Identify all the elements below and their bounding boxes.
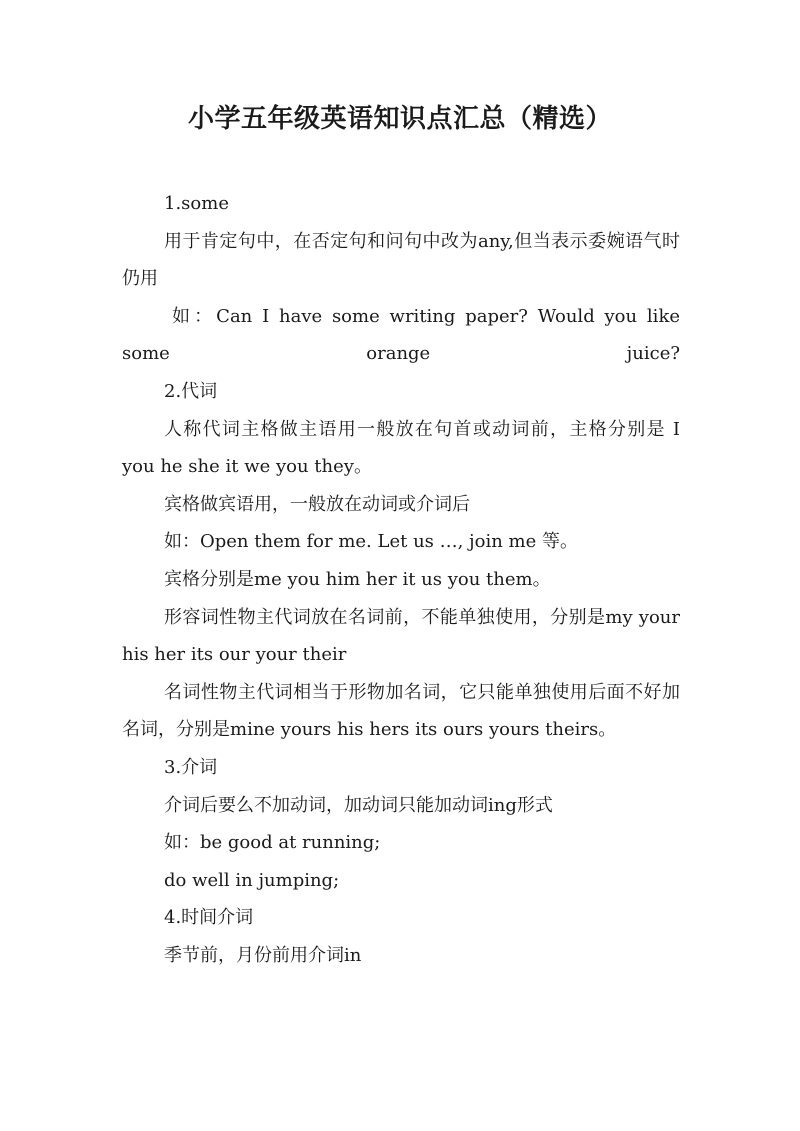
paragraph-subject-pronouns: 人称代词主格做主语用一般放在句首或动词前，主格分别是 I you he she it we you they。 (122, 418, 680, 478)
paragraph-object-pronouns: 宾格分别是me you him her it us you them。 (164, 568, 551, 590)
paragraph-some-heading: 1.some (164, 193, 229, 214)
document-body (122, 185, 680, 974)
paragraph-preposition-heading: 3.介词 (164, 756, 218, 778)
paragraph-some-example: 如：Can I have some writing paper? Would you like some orange juice? (122, 305, 680, 365)
paragraph-time-preposition-heading: 4.时间介词 (164, 907, 254, 929)
paragraph-preposition-rule: 介词后要么不加动词，加动词只能加动词ing形式 (164, 794, 553, 816)
paragraph-object-pronoun-example: 如：Open them for me. Let us …, join me 等。 (164, 531, 578, 553)
paragraph-time-preposition-rule: 季节前，月份前用介词in (164, 944, 362, 966)
paragraph-object-pronoun-rule: 宾格做宾语用，一般放在动词或介词后 (164, 493, 470, 515)
paragraph-pronoun-heading: 2.代词 (164, 380, 218, 402)
paragraph-nominal-possessives: 名词性物主代词相当于形物加名词，它只能单独使用后面不好加名词，分别是mine yours his hers its ours yours theirs。 (122, 681, 680, 741)
paragraph-some-rule: 用于肯定句中，在否定句和问句中改为any,但当表示委婉语气时仍用 (122, 230, 680, 290)
document-title: 小学五年级英语知识点汇总（精选） (187, 104, 612, 134)
paragraph-adjectival-possessives: 形容词性物主代词放在名词前，不能单独使用，分别是my your his her its our your their (122, 606, 680, 666)
paragraph-preposition-example-1: 如：be good at running; (164, 832, 381, 854)
paragraph-preposition-example-2: do well in jumping; (164, 869, 340, 891)
